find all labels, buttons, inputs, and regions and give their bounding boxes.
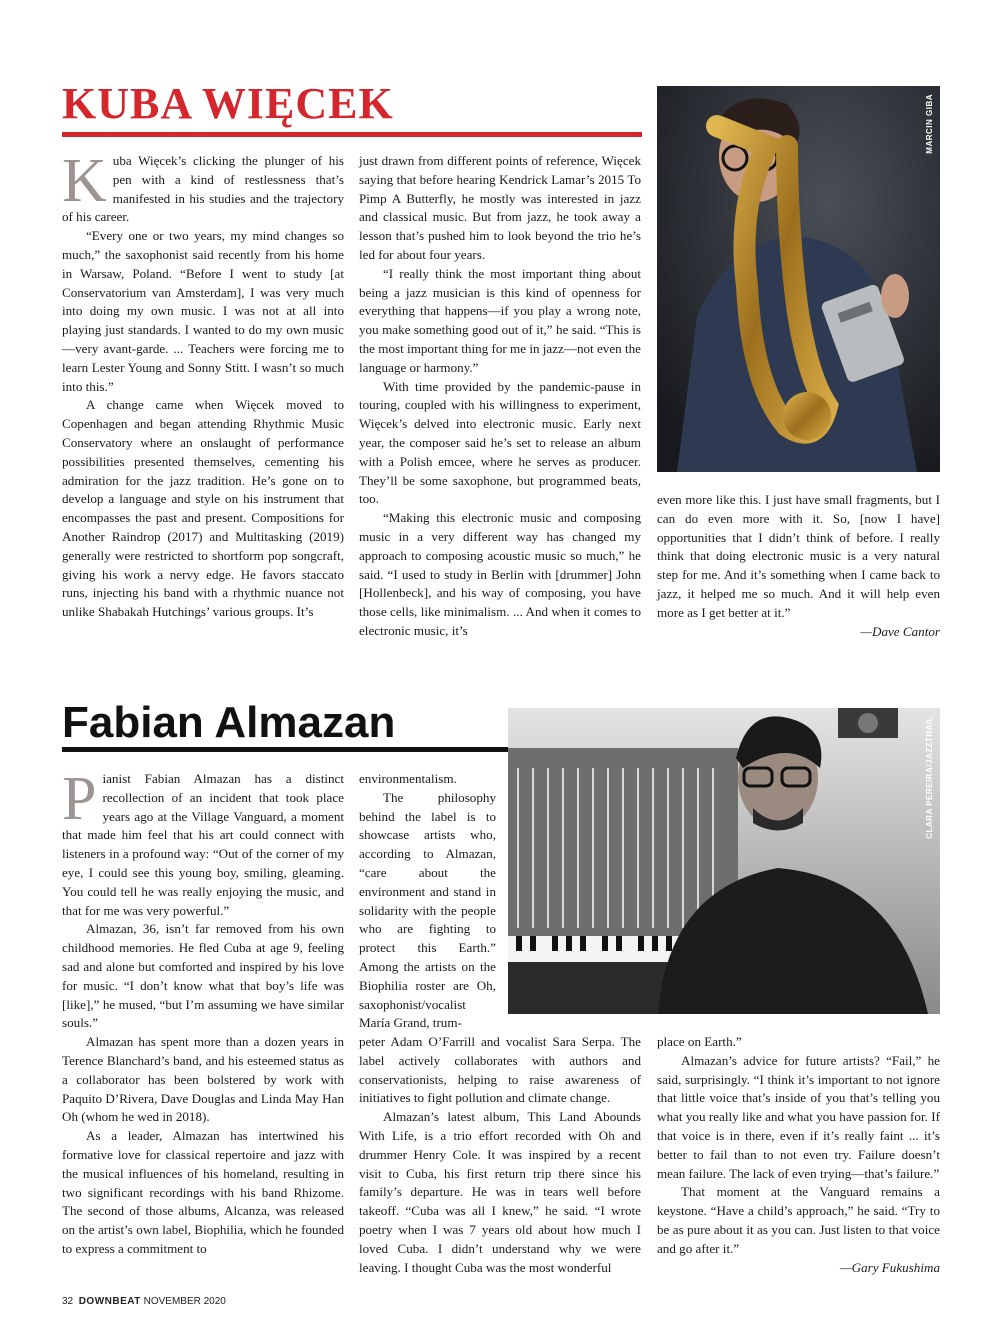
fabian-paragraph: The philosophy behind the label is to showcase artists who, according to Almazan, “care about the environment and stand in solidarity with the people who are fighting to protect this Earth.” Among the artists on the Biophilia roster are Oh, saxophonist/vocalist María Grand, trum- — [359, 789, 496, 1031]
fabian-column-3 — [657, 1033, 940, 1277]
fabian-paragraph: That moment at the Vanguard remains a keystone. “Have a child’s approach,” he said. “Try to be as pure about it as you can. Just listen to that voice and go after it.” — [657, 1184, 940, 1256]
kuba-column-3 — [657, 491, 940, 641]
saxophonist-portrait-image — [657, 86, 940, 472]
kuba-column-2 — [359, 152, 641, 641]
fabian-paragraph: Almazan’s advice for future artists? “Fail,” he said, surprisingly. “I think it’s important to not ignore that little voice that’s inside of you that’s telling you what you really like and what you have passion for. If that voice is in there, even if it’s really faint ... it’s better to fail than to not even try. Failure doesn’t mean failure. The lack of even trying—that’s failure.” — [657, 1052, 940, 1181]
fabian-dropcap: P — [62, 765, 97, 833]
page-footer — [62, 1296, 226, 1307]
kuba-column-1 — [62, 147, 344, 622]
pianist-portrait-image — [508, 708, 940, 1014]
page-number: 32 — [62, 1296, 74, 1307]
fabian-paragraph: Pianist Fabian Almazan has a distinct recollection of an incident that took place years ago at the Village Vanguard, a moment that made him feel that his art could connect with listeners in a profound way: “Out of the corner of my eye, I could see this young boy, smiling, gleaming. You could tell he was really enjoying the music, and that for me was very powerful.” — [62, 765, 344, 918]
kuba-paragraph: “I really think the most important thing about being a jazz musician is this kind of openness for everything that happens—if you play a wrong note, you make something good out of it,” he said. “This is the most important thing for me in jazz—not even the language or harmony.” — [359, 265, 641, 375]
kuba-article-title: KUBA WIĘCEK — [62, 79, 394, 128]
kuba-photo — [657, 86, 940, 472]
fabian-paragraph: place on Earth.” — [657, 1034, 742, 1049]
kuba-paragraph: “Making this electronic music and composing music in a very different way has changed my approach to composing acoustic music so much,” he said. “I used to study in Berlin with [drummer] John [Hollenbeck], and his way of composing, you have those cells, like minimalism. ... And when it comes to electronic music, it’s — [359, 510, 641, 638]
fabian-paragraph: environmentalism. — [359, 771, 457, 786]
issue-date: NOVEMBER 2020 — [143, 1296, 226, 1307]
kuba-paragraph: even more like this. I just have small fragments, but I can do even more with it. So, [now I have] opportunities that I didn’t think of before. I really think that doing electronic music is a very natural step for me. And it’s something when I came back to jazz, it helped me so much. And it will help even more as I get better at it.” — [657, 492, 940, 620]
fabian-paragraph: Almazan, 36, isn’t far removed from his own childhood memories. He fled Cuba at age 9, feeling sad and alone but comforted and inspired by his love for music. “I don’t know what that boy’s life was [like],” he mused, “but I’m assuming we have similar souls.” — [62, 921, 344, 1031]
fabian-column-1 — [62, 765, 344, 1259]
kuba-paragraph: Kuba Więcek’s clicking the plunger of his pen with a kind of restlessness that’s manifested in his studies and the trajectory of his career. — [62, 147, 344, 225]
kuba-paragraph: “Every one or two years, my mind changes so much,” the saxophonist said recently from his home in Warsaw, Poland. “Before I went to study [at Conservatorium van Amsterdam], I was very much into doing my own music. I was not at all into playing just standards. I wanted to do my own music—very avant-garde. ... Teachers were forcing me to learn Lester Young and Sonny Stitt. I wasn’t so much into this.” — [62, 228, 344, 394]
fabian-column-2-narrow — [359, 770, 496, 1033]
fabian-photo-credit: CLARA PEREIRA/JAZZTRAIL — [925, 716, 934, 839]
fabian-title-rule — [62, 747, 510, 752]
kuba-signature: —Dave Cantor — [860, 623, 940, 639]
kuba-paragraph: just drawn from different points of reference, Więcek saying that before hearing Kendrick Lamar’s 2015 To Pimp A Butterfly, he mostly was interested in jazz and classical music. But from jazz, he took away a lesson that’s pushed him to look beyond the trio he’s led for about four years. — [359, 153, 641, 262]
fabian-article-title: Fabian Almazan — [62, 698, 396, 747]
fabian-signature: —Gary Fukushima — [839, 1259, 940, 1275]
fabian-paragraph: As a leader, Almazan has intertwined his formative love for classical repertoire and jazz with the musical influences of his homeland, resulting in two significant recordings with his band Rhizome. The second of those albums, Alcanza, was released on the artist’s own label, Biophilia, which he founded to express a commitment to — [62, 1128, 344, 1256]
kuba-title-rule — [62, 132, 642, 137]
kuba-dropcap: K — [62, 147, 107, 215]
kuba-paragraph: With time provided by the pandemic-pause in touring, coupled with his willingness to experiment, Więcek’s delved into electronic music. Early next year, the composer said he’s set to release an album with a Polish emcee, where he serves as producer. They’ll be some saxophone, but programmed beats, too. — [359, 378, 641, 507]
kuba-paragraph: A change came when Więcek moved to Copenhagen and began attending Rhythmic Music Conservatory where an onslaught of performance possibilities presented themselves, cementing his admiration for the jazz tradition. He’s gone on to develop a language and style on his instrument that encompasses the past and present. Compositions for Another Raindrop (2017) and Multitasking (2019) generally were restricted to shortform pop songcraft, giving his work a nervy edge. He favors staccato runs, injecting his band with a rhythmic nuance not unlike Shabakah Hutchings’ various groups. It’s — [62, 397, 344, 620]
fabian-paragraph: Almazan has spent more than a dozen years in Terence Blanchard’s band, and his esteemed status as a collaborator has been bolstered by work with Paquito D’Rivera, Dave Douglas and Linda May Han Oh (whom he wed in 2018). — [62, 1034, 344, 1125]
fabian-column-2-wide — [359, 1033, 641, 1277]
fabian-paragraph: peter Adam O’Farrill and vocalist Sara Serpa. The label actively collaborates with authors and conservationists, helping to raise awareness of initiatives to fight pollution and climate change. — [359, 1034, 641, 1106]
kuba-photo-credit: MARCIN GIBA — [925, 94, 934, 154]
fabian-photo — [508, 708, 940, 1014]
magazine-name: DOWNBEAT — [78, 1296, 141, 1307]
fabian-paragraph: Almazan’s latest album, This Land Abounds With Life, is a trio effort recorded with Oh and drummer Henry Cole. It was inspired by a recent visit to Cuba, his first return trip there since his family’s departure. He was in tears well before takeoff. “Cuba was all I knew,” he said. “I wrote poetry when I was 7 years old about how much I loved Cuba. I didn’t understand why we were leaving. I thought Cuba was the most wonderful — [359, 1109, 641, 1275]
